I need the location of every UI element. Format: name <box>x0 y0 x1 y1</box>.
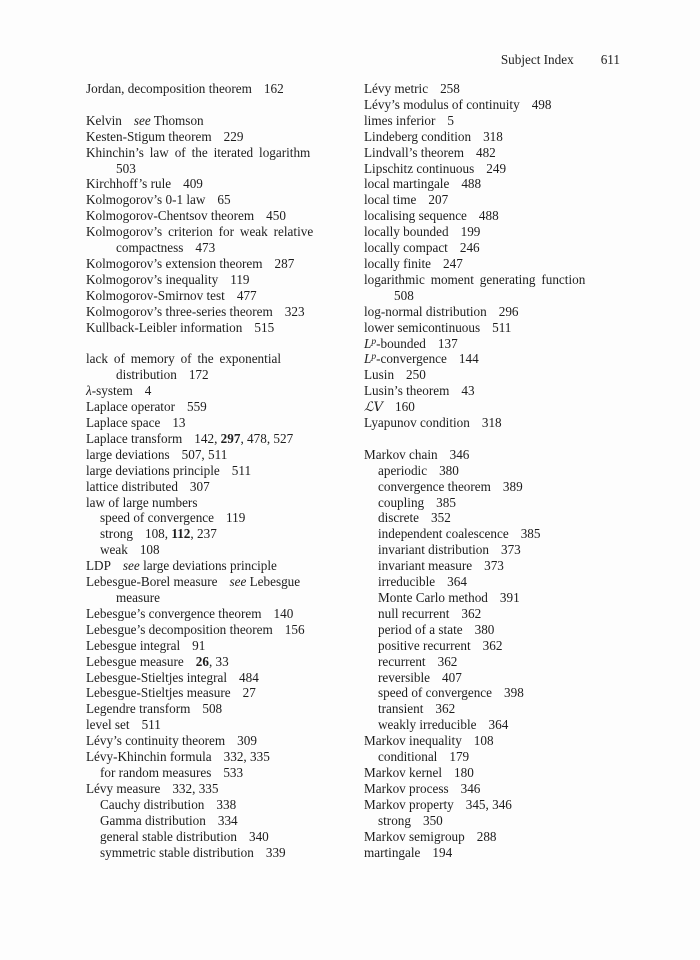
entry-text: Lebesgue’s convergence theorem <box>86 605 262 621</box>
index-subentry <box>86 845 347 861</box>
entry-text: -bounded <box>376 335 426 351</box>
page-number: 338 <box>216 796 237 812</box>
entry-text: Kolmogorov’s inequality <box>86 271 219 287</box>
index-entry <box>364 208 625 224</box>
index-entry <box>364 272 625 288</box>
index-entry <box>86 701 347 717</box>
page-number: 144 <box>458 351 479 367</box>
page-number: 287 <box>274 255 295 271</box>
entry-text: Kesten-Stigum theorem <box>86 128 212 144</box>
page-number: 511 <box>492 319 512 335</box>
index-entry <box>364 256 625 272</box>
entry-text: Kolmogorov-Chentsov theorem <box>86 208 255 224</box>
index-entry-continuation <box>86 590 347 606</box>
entry-text: locally bounded <box>364 224 449 240</box>
index-entry <box>86 717 347 733</box>
entry-text: locally finite <box>364 255 432 271</box>
page-number: 389 <box>502 478 523 494</box>
index-entry <box>86 224 347 240</box>
entry-text: Legendre transform <box>86 701 191 717</box>
index-entry <box>86 622 347 638</box>
index-entry <box>86 781 347 797</box>
index-subentry <box>364 749 625 765</box>
page-number: 450 <box>266 208 286 224</box>
page-number: 142, <box>194 430 221 446</box>
index-entry-continuation <box>86 367 347 383</box>
page-number: 172 <box>188 367 209 383</box>
index-subentry <box>86 829 347 845</box>
entry-text: Lebesgue-Stieltjes integral <box>86 669 227 685</box>
entry-text: speed of convergence <box>100 510 214 526</box>
page-number: 108 <box>139 542 160 558</box>
index-subentry <box>364 670 625 686</box>
entry-text: lack of memory of the exponential <box>86 351 281 367</box>
page-number: 488 <box>461 176 482 192</box>
entry-text: distribution <box>116 367 177 383</box>
page-number: 498 <box>531 96 552 112</box>
page-number: 511 <box>231 462 252 478</box>
entry-text: local time <box>364 192 417 208</box>
entry-text: Lebesgue measure <box>86 653 184 669</box>
page-number: 385 <box>520 526 541 542</box>
index-entry <box>364 765 625 781</box>
blank-line <box>86 336 347 352</box>
entry-text: ℒV <box>364 400 384 416</box>
entry-text: lower semicontinuous <box>364 319 481 335</box>
entry-text: law of large numbers <box>86 494 198 510</box>
entry-text: lattice distributed <box>86 478 178 494</box>
index-entry <box>86 670 347 686</box>
page-number: 533 <box>223 764 244 780</box>
entry-text: symmetric stable distribution <box>100 844 254 860</box>
entry-text: martingale <box>364 844 421 860</box>
entry-text: Laplace operator <box>86 399 175 415</box>
index-entry <box>86 479 347 495</box>
entry-text: independent coalescence <box>378 526 509 542</box>
index-entry <box>86 733 347 749</box>
page-number: 199 <box>460 224 481 240</box>
page-number: 507, 511 <box>181 446 228 462</box>
index-subentry <box>364 654 625 670</box>
entry-text: Khinchin’s law of the iterated logarithm <box>86 144 311 160</box>
entry-text: period of a state <box>378 621 463 637</box>
index-subentry <box>364 558 625 574</box>
index-entry <box>86 638 347 654</box>
entry-text: Lindeberg condition <box>364 128 472 144</box>
index-subentry <box>364 495 625 511</box>
page-number: 297 <box>220 430 241 446</box>
index-subentry <box>364 685 625 701</box>
page-number: 334 <box>217 812 238 828</box>
index-entry <box>364 320 625 336</box>
index-entry <box>364 367 625 383</box>
page-number: 340 <box>248 828 269 844</box>
page-number: 345, 346 <box>465 796 512 812</box>
entry-text: speed of convergence <box>378 685 492 701</box>
page-number: 373 <box>500 542 521 558</box>
page-number: 380 <box>474 621 495 637</box>
entry-text: Lusin’s theorem <box>364 383 450 399</box>
entry-text: positive recurrent <box>378 637 471 653</box>
index-entry <box>86 431 347 447</box>
running-title: Subject Index <box>500 52 574 67</box>
index-subentry <box>364 813 625 829</box>
index-entry <box>364 336 625 352</box>
page-number: 4 <box>144 383 152 399</box>
page-number: 373 <box>484 558 504 574</box>
page-number: 318 <box>481 415 502 431</box>
entry-text: -system <box>91 383 133 399</box>
entry-text: Lévy’s modulus of continuity <box>364 96 520 112</box>
index-entry <box>86 176 347 192</box>
page-number: 318 <box>483 128 503 144</box>
page-number: 140 <box>273 605 294 621</box>
entry-text: recurrent <box>378 653 426 669</box>
index-entry-continuation <box>364 288 625 304</box>
page-number: 27 <box>242 685 256 701</box>
entry-text: Gamma distribution <box>100 812 206 828</box>
index-column-right <box>364 81 625 860</box>
entry-text: Lévy-Khinchin formula <box>86 749 212 765</box>
entry-text: p <box>371 352 377 363</box>
entry-text: λ <box>86 383 92 399</box>
page-number: 156 <box>284 621 305 637</box>
index-entry <box>86 129 347 145</box>
page-number: 488 <box>478 208 499 224</box>
entry-text: Laplace space <box>86 415 161 431</box>
index-subentry <box>364 574 625 590</box>
entry-text: L <box>364 351 372 367</box>
page-number: 477 <box>236 287 257 303</box>
entry-text: conditional <box>378 749 438 765</box>
entry-text: local martingale <box>364 176 450 192</box>
index-entry <box>364 845 625 861</box>
entry-text: for random measures <box>100 764 212 780</box>
index-columns <box>86 81 625 860</box>
cross-reference-label: see <box>133 112 151 128</box>
index-entry <box>364 733 625 749</box>
page-number: 380 <box>439 462 459 478</box>
page-number: 385 <box>436 494 456 510</box>
index-subentry <box>364 463 625 479</box>
index-entry <box>364 415 625 431</box>
page-number: 13 <box>172 415 186 431</box>
page-number: 362 <box>435 701 456 717</box>
index-entry <box>86 272 347 288</box>
index-entry <box>364 192 625 208</box>
index-subentry <box>364 717 625 733</box>
index-entry <box>364 161 625 177</box>
entry-text: p <box>371 336 377 347</box>
page-number: 229 <box>223 128 244 144</box>
page-number: 362 <box>461 605 482 621</box>
index-entry <box>86 288 347 304</box>
page-number: 352 <box>431 510 451 526</box>
page-number: 332, 335 <box>223 749 270 765</box>
index-entry <box>86 320 347 336</box>
entry-text: large deviations <box>86 446 170 462</box>
page-number: 108, <box>144 526 172 542</box>
entry-text: large deviations principle <box>139 558 277 574</box>
entry-text: general stable distribution <box>100 828 237 844</box>
index-subentry <box>86 542 347 558</box>
index-entry <box>364 781 625 797</box>
page-number: , 33 <box>208 653 229 669</box>
page-number: 119 <box>230 271 250 287</box>
index-subentry <box>364 622 625 638</box>
entry-text: Cauchy distribution <box>100 796 205 812</box>
index-subentry <box>364 606 625 622</box>
index-subentry <box>86 797 347 813</box>
page-number: 346 <box>449 446 470 462</box>
page-number: 508 <box>202 701 223 717</box>
index-entry <box>86 81 347 97</box>
page-number: 112 <box>171 526 191 542</box>
page-number: 307 <box>189 478 210 494</box>
index-entry <box>86 495 347 511</box>
index-entry <box>364 797 625 813</box>
entry-text: Monte Carlo method <box>378 590 488 605</box>
entry-text: discrete <box>378 510 420 526</box>
index-entry <box>86 415 347 431</box>
page-number: 119 <box>226 510 246 526</box>
entry-text: Markov process <box>364 780 449 796</box>
index-entry <box>86 192 347 208</box>
entry-text: irreducible <box>378 574 436 590</box>
index-entry <box>86 463 347 479</box>
entry-text: Kolmogorov’s 0-1 law <box>86 192 206 208</box>
entry-text: Laplace transform <box>86 430 183 446</box>
entry-text: transient <box>378 701 424 717</box>
index-entry <box>364 399 625 415</box>
entry-text: Lebesgue’s decomposition theorem <box>86 621 273 637</box>
page-number: 250 <box>406 367 426 383</box>
index-entry <box>86 749 347 765</box>
page-number: 364 <box>488 717 509 733</box>
page-number: 484 <box>239 669 259 685</box>
entry-text: Thomson <box>150 112 204 128</box>
page-number: 247 <box>443 255 463 271</box>
page-number: 473 <box>195 240 216 256</box>
page-number: 160 <box>395 399 415 415</box>
index-entry <box>86 145 347 161</box>
page-number: 137 <box>437 335 458 351</box>
entry-text: coupling <box>378 494 425 510</box>
index-subentry <box>364 526 625 542</box>
index-entry <box>364 447 625 463</box>
index-entry <box>86 304 347 320</box>
entry-text: logarithmic moment generating function <box>364 271 586 287</box>
index-entry <box>86 574 347 590</box>
cross-reference-label: see <box>229 574 247 590</box>
entry-text: null recurrent <box>378 605 450 621</box>
entry-text: Kelvin <box>86 112 122 128</box>
index-entry <box>364 176 625 192</box>
entry-text: Markov inequality <box>364 733 462 749</box>
page-number: 26 <box>195 653 209 669</box>
entry-text: LDP <box>86 558 111 574</box>
entry-text: Kirchhoff’s rule <box>86 176 172 192</box>
page-number: 339 <box>265 844 286 860</box>
page-number: 350 <box>422 812 443 828</box>
index-subentry <box>364 638 625 654</box>
page-number: 398 <box>504 685 524 701</box>
index-entry <box>86 113 347 129</box>
entry-text: level set <box>86 717 130 733</box>
index-entry <box>364 351 625 367</box>
entry-text: Kullback-Leibler information <box>86 319 243 335</box>
page-number: 511 <box>141 717 161 733</box>
entry-text: strong <box>378 812 411 828</box>
entry-text: Markov semigroup <box>364 828 465 844</box>
index-entry <box>364 129 625 145</box>
index-subentry <box>86 813 347 829</box>
page-number: 362 <box>482 637 503 653</box>
page-header <box>501 52 620 68</box>
index-entry <box>86 351 347 367</box>
entry-text: Kolmogorov-Smirnov test <box>86 287 225 303</box>
entry-text: Lyapunov condition <box>364 415 470 431</box>
index-entry <box>364 81 625 97</box>
index-entry <box>364 829 625 845</box>
index-entry <box>86 208 347 224</box>
page-number: 108 <box>473 733 494 749</box>
entry-text: -convergence <box>376 351 447 367</box>
entry-text: Lévy’s continuity theorem <box>86 733 226 749</box>
blank-line <box>86 97 347 113</box>
page-number: 5 <box>447 112 455 128</box>
entry-text: Markov property <box>364 796 454 812</box>
page-number: 508 <box>394 287 414 303</box>
page-number: 43 <box>461 383 475 399</box>
page-number: 207 <box>428 192 449 208</box>
entry-text: Markov kernel <box>364 764 442 780</box>
entry-text: locally compact <box>364 240 448 256</box>
entry-text: compactness <box>116 240 184 256</box>
page-number: 362 <box>437 653 458 669</box>
index-subentry <box>86 765 347 781</box>
index-entry <box>364 304 625 320</box>
index-subentry <box>86 526 347 542</box>
page-number: 332, 335 <box>172 780 219 796</box>
index-subentry <box>364 510 625 526</box>
entry-text: aperiodic <box>378 462 428 478</box>
entry-text: Lévy measure <box>86 780 161 796</box>
entry-text: Lebesgue <box>246 574 301 590</box>
index-column-left <box>86 81 347 860</box>
page-number: 249 <box>486 160 507 176</box>
index-entry <box>364 97 625 113</box>
index-subentry <box>364 590 625 606</box>
entry-text: Kolmogorov’s three-series theorem <box>86 303 273 319</box>
index-entry <box>86 654 347 670</box>
page-number: 391 <box>499 590 520 605</box>
entry-text: limes inferior <box>364 112 436 128</box>
page-number: 409 <box>183 176 203 192</box>
cross-reference-label: see <box>122 558 140 574</box>
page-number: 179 <box>449 749 470 765</box>
entry-text: large deviations principle <box>86 462 220 478</box>
entry-text: Lebesgue-Borel measure <box>86 574 218 590</box>
index-entry-continuation <box>86 161 347 177</box>
page-number: 515 <box>254 319 275 335</box>
entry-text: Lipschitz continuous <box>364 160 475 176</box>
index-entry <box>86 399 347 415</box>
index-entry <box>364 224 625 240</box>
entry-text: weakly irreducible <box>378 717 477 733</box>
index-entry <box>364 240 625 256</box>
page-number: 91 <box>192 637 206 653</box>
entry-text: Jordan, decomposition theorem <box>86 81 252 96</box>
entry-text: L <box>364 335 372 351</box>
entry-text: Markov chain <box>364 446 438 462</box>
page-number: 194 <box>432 844 453 860</box>
entry-text: Lebesgue integral <box>86 637 181 653</box>
entry-text: Kolmogorov’s criterion for weak relative <box>86 224 314 240</box>
index-entry <box>364 383 625 399</box>
page-number: 162 <box>263 81 284 96</box>
index-subentry <box>364 542 625 558</box>
entry-text: convergence theorem <box>378 478 491 494</box>
entry-text: Lebesgue-Stieltjes measure <box>86 685 231 701</box>
entry-text: reversible <box>378 669 430 685</box>
index-subentry <box>364 701 625 717</box>
index-entry <box>364 145 625 161</box>
page-number: 65 <box>217 192 231 208</box>
page-number: 296 <box>498 303 519 319</box>
page-number: 258 <box>440 81 460 96</box>
page-number: 180 <box>454 764 474 780</box>
index-subentry <box>86 510 347 526</box>
page-number: 407 <box>442 669 462 685</box>
page-number: 288 <box>476 828 497 844</box>
page-number: 309 <box>237 733 257 749</box>
page-number: , 237 <box>190 526 217 542</box>
entry-text: measure <box>116 590 160 605</box>
page-number: 611 <box>600 52 620 67</box>
index-subentry <box>364 479 625 495</box>
index-entry <box>86 383 347 399</box>
entry-text: weak <box>100 542 128 558</box>
index-entry <box>86 558 347 574</box>
index-entry <box>86 606 347 622</box>
index-entry <box>86 685 347 701</box>
entry-text: Lévy metric <box>364 81 429 96</box>
page-number: 323 <box>284 303 305 319</box>
index-entry <box>364 113 625 129</box>
index-entry <box>86 447 347 463</box>
entry-text: localising sequence <box>364 208 467 224</box>
page-number: 364 <box>447 574 467 590</box>
entry-text: Kolmogorov’s extension theorem <box>86 255 263 271</box>
page-number: 346 <box>460 780 481 796</box>
page-number: 482 <box>475 144 496 160</box>
page-number: 503 <box>116 160 136 176</box>
page-number: , 478, 527 <box>240 430 294 446</box>
entry-text: invariant measure <box>378 558 473 574</box>
blank-line <box>364 431 625 447</box>
entry-text: log-normal distribution <box>364 303 487 319</box>
page-number: 559 <box>186 399 207 415</box>
entry-text: Lusin <box>364 367 395 383</box>
page-number: 246 <box>459 240 480 256</box>
index-entry <box>86 256 347 272</box>
entry-text: invariant distribution <box>378 542 489 558</box>
index-entry-continuation <box>86 240 347 256</box>
entry-text: Lindvall’s theorem <box>364 144 464 160</box>
entry-text: strong <box>100 526 133 542</box>
